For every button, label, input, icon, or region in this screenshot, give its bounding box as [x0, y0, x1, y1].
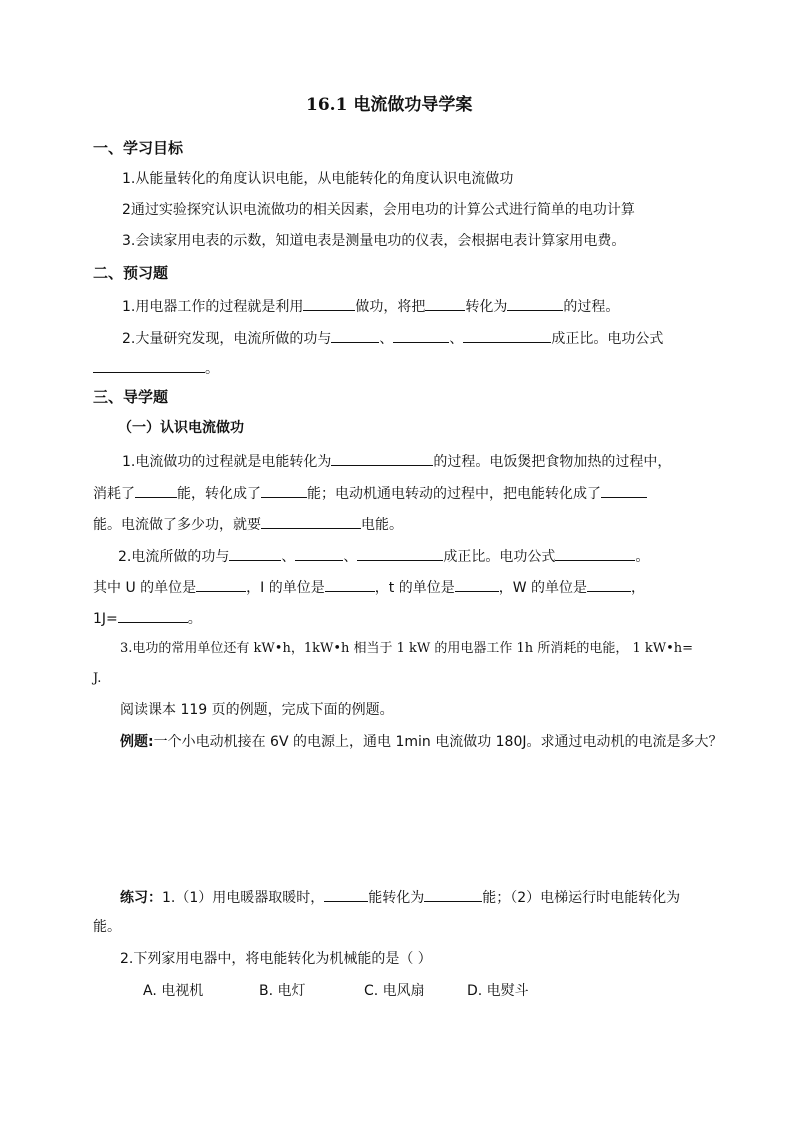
fill-blank[interactable] [331, 451, 433, 466]
fill-blank[interactable] [463, 328, 551, 343]
fill-blank[interactable] [507, 296, 563, 311]
guide-p2-line2: 其中 U 的单位是 ，I 的单位是 ，t 的单位是 ，W 的单位是 ， [93, 577, 645, 597]
section-heading-guide: 三、导学题 [93, 388, 169, 406]
guide-p2-line1: 2.电流所做的功与 、 、 成正比。电功公式 。 [118, 546, 649, 566]
guide-p1-line3: 能。电流做了多少功，就要 电能。 [93, 514, 403, 534]
option-c[interactable]: C. 电风扇 [364, 983, 425, 999]
fill-blank[interactable] [331, 328, 379, 343]
preview-question-2: 2.大量研究发现，电流所做的功与 、 、 成正比。电功公式 [122, 328, 663, 348]
fill-blank[interactable] [555, 546, 635, 561]
fill-blank[interactable] [325, 577, 375, 592]
example-problem: 例题:一个小电动机接在 6V 的电源上，通电 1min 电流做功 180J。求通过电动机的电流是多大？ [120, 734, 723, 750]
exercise-label: 练习： [120, 890, 162, 906]
option-a[interactable]: A. 电视机 [143, 983, 204, 999]
subsection-heading: （一）认识电流做功 [118, 420, 244, 436]
fill-blank[interactable] [261, 514, 361, 529]
section-heading-goals: 一、学习目标 [93, 139, 184, 157]
option-d[interactable]: D. 电熨斗 [467, 983, 529, 999]
fill-blank[interactable] [196, 577, 246, 592]
guide-p3-line2: J. [93, 671, 102, 686]
section-heading-preview: 二、预习题 [93, 264, 169, 282]
goal-item-2: 2通过实验探究认识电流做功的相关因素，会用电功的计算公式进行简单的电功计算 [122, 202, 635, 218]
guide-p1-line2: 消耗了 能，转化成了 能；电动机通电转动的过程中，把电能转化成了 [93, 483, 647, 503]
fill-blank[interactable] [229, 546, 281, 561]
fill-blank[interactable] [135, 483, 177, 498]
fill-blank[interactable] [357, 546, 443, 561]
option-b[interactable]: B. 电灯 [259, 983, 306, 999]
preview-question-1: 1.用电器工作的过程就是利用 做功，将把 转化为 的过程。 [122, 296, 619, 316]
fill-blank[interactable] [393, 328, 449, 343]
goal-item-1: 1.从能量转化的角度认识电能，从电能转化的角度认识电流做功 [122, 171, 514, 187]
exercise-2: 2.下列家用电器中，将电能转化为机械能的是（ ） [120, 951, 432, 967]
exercise-1-cont: 能。 [93, 919, 121, 935]
fill-blank[interactable] [425, 296, 465, 311]
fill-blank[interactable] [261, 483, 307, 498]
goal-item-3: 3.会读家用电表的示数，知道电表是测量电功的仪表，会根据电表计算家用电费。 [122, 233, 626, 249]
guide-p2-line3: 1J= 。 [93, 608, 202, 628]
page-title: 16.1 电流做功导学案 [306, 95, 473, 115]
example-label: 例题: [120, 734, 154, 750]
reading-instruction: 阅读课本 119 页的例题，完成下面的例题。 [120, 702, 394, 718]
fill-blank[interactable] [424, 887, 482, 902]
guide-p1-line1: 1.电流做功的过程就是电能转化为 的过程。电饭煲把食物加热的过程中， [122, 451, 671, 471]
preview-question-2-cont: 。 [93, 358, 219, 378]
fill-blank[interactable] [455, 577, 499, 592]
fill-blank[interactable] [587, 577, 631, 592]
fill-blank[interactable] [118, 608, 188, 623]
fill-blank[interactable] [601, 483, 647, 498]
fill-blank[interactable] [303, 296, 355, 311]
exercise-1: 练习：1.（1）用电暖器取暖时， 能转化为 能；（2）电梯运行时电能转化为 [120, 887, 680, 907]
fill-blank[interactable] [295, 546, 343, 561]
fill-blank[interactable] [93, 358, 205, 373]
fill-blank[interactable] [324, 887, 368, 902]
guide-p3-line1: 3.电功的常用单位还有 kW•h，1kW•h 相当于 1 kW 的用电器工作 1h 所消耗的电能， 1 kW•h= [120, 641, 694, 656]
